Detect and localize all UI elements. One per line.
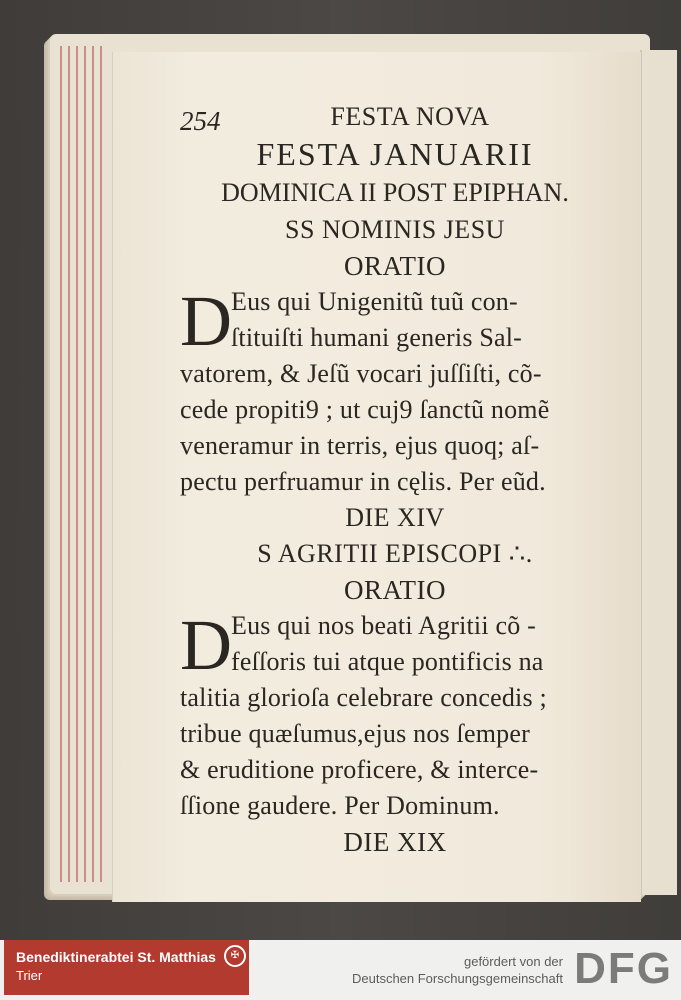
oratio-heading: ORATIO [344,575,446,605]
page-text [180,100,610,860]
prayer-line: Eus qui nos beati Agritii cõ - [231,611,536,640]
prayer-line: Eus qui Unigenitũ tuũ con- [231,287,518,316]
page-title: FESTA JANUARII [256,136,534,172]
prayer-line: talitia glorioſa celebrare concedis ; [180,683,547,712]
prayer-paragraph [180,605,610,824]
prayer-line: vatorem, & Jeſũ vocari juſſiſti, cõ- [180,359,542,388]
prayer-line: & eruditione proficere, & interce- [180,755,539,784]
dfg-logo[interactable]: DFG [574,944,673,993]
prayer-line: pectu perfruamur in cęlis. Per eũd. [180,467,546,496]
page-edge [68,46,70,882]
running-head: FESTA NOVA [330,102,490,131]
prayer-line: cede propiti9 ; ut cuj9 ſanctũ nomẽ [180,395,550,424]
page-edge [92,46,94,882]
page-edge [84,46,86,882]
feast-heading: SS NOMINIS JESU [285,215,505,244]
feast-heading: S AGRITII EPISCOPI ∴. [257,539,533,568]
page-edge [76,46,78,882]
drop-capital: D [180,281,233,361]
prayer-line: tribue quæſumus,ejus nos ſemper [180,719,530,748]
page-edge [60,46,62,882]
prayer-paragraph [180,281,610,500]
oratio-heading: ORATIO [344,251,446,281]
facing-page-edge [640,50,677,895]
page-edge [100,46,102,882]
day-heading: DIE XIV [345,503,445,532]
funding-line: gefördert von der [463,954,563,969]
prayer-line: feſſoris tui atque pontificis na [231,647,544,676]
funding-text [352,953,563,987]
sunday-heading: DOMINICA II POST EPIPHAN. [221,178,569,207]
prayer-line: veneramur in terris, ejus quoq; aſ- [180,431,540,460]
footer-bar [0,940,681,1000]
funding-line: Deutschen Forschungsgemeinschaft [351,971,563,986]
prayer-line: ſſione gaudere. Per Dominum. [180,791,500,820]
day-heading: DIE XIX [343,827,447,857]
drop-capital: D [180,605,233,685]
page-number: 254 [180,106,221,136]
institution-badge[interactable] [4,940,249,995]
crest-icon: ✠ [224,945,246,967]
institution-name: Benediktinerabtei St. Matthias [16,949,216,965]
institution-city: Trier [16,968,43,983]
prayer-line: ſtituiſti humani generis Sal- [231,323,523,352]
